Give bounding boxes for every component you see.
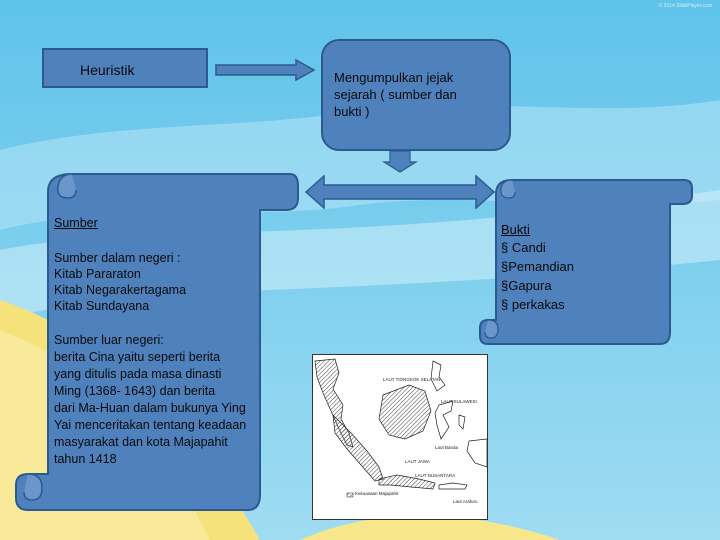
sumber-dalam-item: Kitab Pararaton	[54, 267, 141, 281]
sumber-luar-title: Sumber luar negeri:	[54, 333, 164, 347]
bukti-item: §Pemandian	[501, 259, 574, 274]
map-label-laut-arafuru: Laut Arafuru	[453, 499, 478, 504]
heuristic-label: Heuristik	[80, 62, 135, 78]
heuristic-description: Mengumpulkan jejak sejarah ( sumber dan bukti )	[334, 70, 457, 119]
sumber-luar-line: Yai menceritakan tentang keadaan	[54, 418, 247, 432]
branch-arrows	[300, 150, 500, 210]
right-arrow	[214, 58, 316, 82]
sumber-luar-line: Ming (1368- 1643) dan berita	[54, 384, 216, 398]
map-label-laut-sulawesi: LAUT SULAWESI	[441, 399, 477, 404]
sumber-luar-line: tahun 1418	[54, 452, 117, 466]
map-legend-label: Kekuasaan Majapahit	[355, 491, 399, 496]
sumber-luar-line: yang ditulis pada masa dinasti	[54, 367, 222, 381]
sumber-dalam-item: Kitab Negarakertagama	[54, 283, 187, 297]
map-label-laut-nusantara: LAUT NUSANTARA	[415, 473, 456, 478]
map-label-laut-jawa: LAUT JAWA	[405, 459, 430, 464]
sumber-luar-line: dari Ma-Huan dalam bukunya Ying	[54, 401, 246, 415]
sumber-title: Sumber	[54, 216, 98, 230]
sumber-dalam-item: Kitab Sundayana	[54, 299, 150, 313]
bukti-item: §Gapura	[501, 278, 552, 293]
sumber-dalam-title: Sumber dalam negeri :	[54, 251, 181, 265]
bukti-title: Bukti	[501, 222, 530, 237]
copyright-text: © 2014 SlidePlayer.com	[658, 3, 712, 9]
map-label-laut-tiongkok: LAUT TIONGKOK SELATAN	[383, 377, 441, 382]
sumber-luar-line: berita Cina yaitu seperti berita	[54, 350, 221, 364]
bukti-item: § Candi	[501, 240, 546, 255]
map-label-laut-banda: Laut Banda	[435, 445, 459, 450]
majapahit-map	[312, 354, 488, 520]
sumber-luar-line: masyarakat dan kota Majapahit	[54, 435, 228, 449]
bukti-item: § perkakas	[501, 297, 565, 312]
